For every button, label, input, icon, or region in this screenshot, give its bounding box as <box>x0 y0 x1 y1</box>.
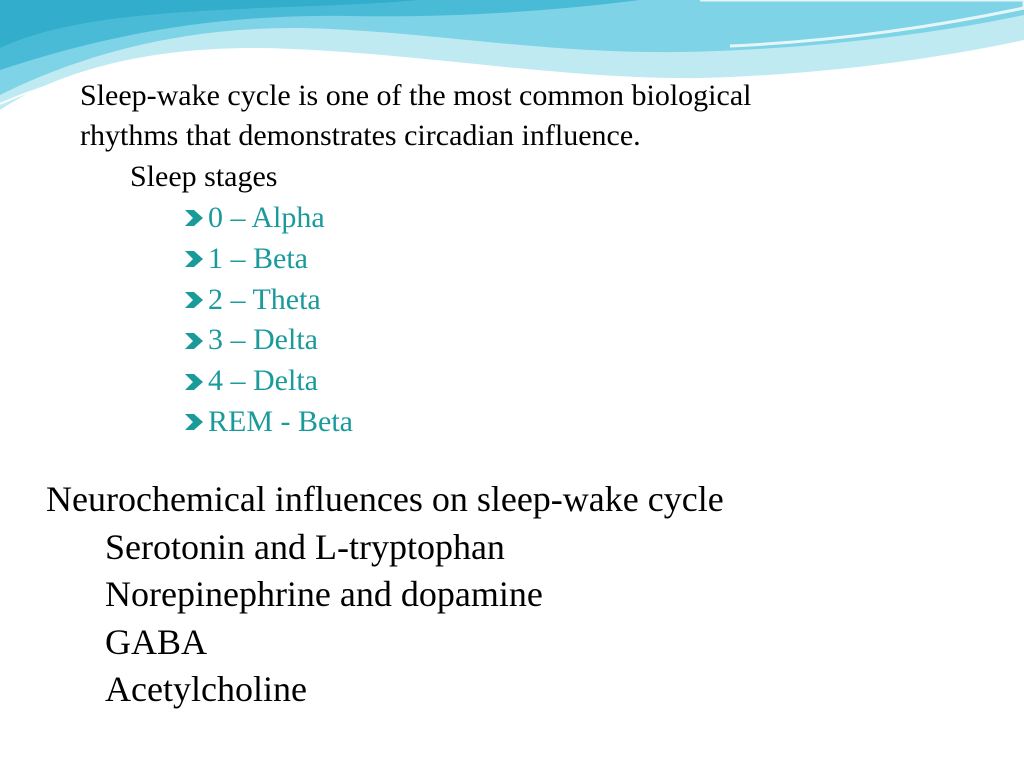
stage-label: 2 – Theta <box>208 282 321 316</box>
neurochemical-list <box>105 524 543 713</box>
arrow-bullet-icon <box>183 330 205 352</box>
neurochemical-item: Serotonin and L-tryptophan <box>105 527 505 567</box>
arrow-bullet-icon <box>183 289 205 311</box>
intro-text <box>80 76 960 156</box>
stage-item-5 <box>183 402 353 443</box>
stage-label: REM - Beta <box>208 404 353 438</box>
stage-item-0 <box>183 198 353 239</box>
neurochemical-heading: Neurochemical influences on sleep-wake cycle <box>46 479 724 519</box>
stage-label: 0 – Alpha <box>208 201 325 234</box>
stage-item-2 <box>183 280 353 321</box>
stage-item-1 <box>183 239 353 280</box>
stage-label: 3 – Delta <box>208 323 318 357</box>
arrow-bullet-icon <box>183 248 205 270</box>
arrow-bullet-icon <box>183 207 205 229</box>
stage-item-4 <box>183 361 353 402</box>
sleep-stages-heading: Sleep stages <box>130 160 278 193</box>
neurochemical-item: GABA <box>105 621 208 662</box>
stage-item-3 <box>183 320 353 361</box>
sleep-stages-list <box>183 198 353 443</box>
stage-label: 4 – Delta <box>208 364 318 398</box>
intro-line-1: Sleep-wake cycle is one of the most common biological <box>80 79 752 112</box>
intro-line-2: rhythms that demonstrates circadian influence. <box>80 119 641 152</box>
arrow-bullet-icon <box>183 371 205 393</box>
stage-label: 1 – Beta <box>208 241 308 275</box>
neurochemical-item: Acetylcholine <box>105 668 307 709</box>
neurochemical-item: Norepinephrine and dopamine <box>105 574 543 615</box>
arrow-bullet-icon <box>183 411 205 433</box>
